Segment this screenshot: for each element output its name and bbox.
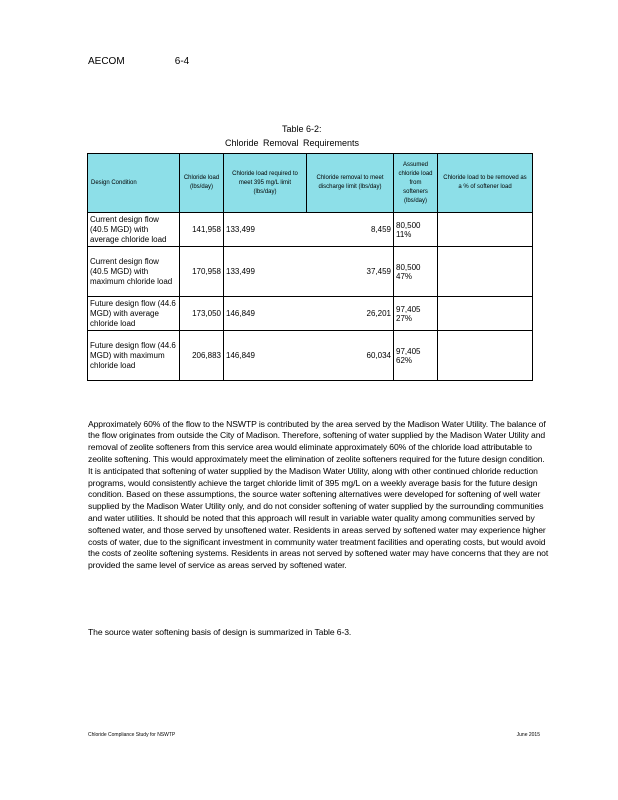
row-softener-pair [394, 247, 438, 297]
row-softener-pair [394, 331, 438, 381]
row-design-condition: Current design flow (40.5 MGD) with maximum chloride load [88, 247, 180, 297]
row-chloride-load: 170,958 [180, 247, 224, 297]
col-header-softener-load: Assumed chloride load from softeners (lbs/day) [394, 154, 438, 213]
row-percent-removed: 47% [396, 271, 413, 281]
body-paragraph-reference: The source water softening basis of design is summarized in Table 6-3. [88, 626, 352, 637]
row-softener-load: 80,500 [396, 262, 421, 272]
row-empty-cell [438, 213, 533, 247]
row-load-required: 146,849 [224, 331, 307, 381]
row-load-required: 146,849 [224, 297, 307, 331]
row-empty-cell [438, 247, 533, 297]
company-name: AECOM [88, 56, 125, 67]
row-chloride-removal: 8,459 [307, 213, 394, 247]
row-empty-cell [438, 297, 533, 331]
footer-date: June 2015 [516, 732, 540, 738]
table-row [88, 247, 533, 297]
table-title: Chloride Removal Requirements [225, 138, 360, 148]
col-header-load-required: Chloride load required to meet 395 mg/L limit (lbs/day) [224, 154, 307, 213]
row-load-required: 133,499 [224, 247, 307, 297]
col-header-percent-removed: Chloride load to be removed as a % of softener load [438, 154, 533, 213]
row-design-condition: Future design flow (44.6 MGD) with maximum chloride load [88, 331, 180, 381]
row-empty-cell [438, 331, 533, 381]
row-softener-pair [394, 297, 438, 331]
col-header-design-condition: Design Condition [88, 154, 180, 213]
table-row [88, 297, 533, 331]
row-softener-pair [394, 213, 438, 247]
row-softener-load: 97,405 [396, 304, 421, 314]
body-paragraph: Approximately 60% of the flow to the NSWTP is contributed by the area served by the Madison Water Utility. The balance of the flow originates from outside the City of Madison. Therefore, softening of water supplied by the Madison Water Utility and removal of zeolite softeners from this service area would eliminate approximately 60% of the chloride load attributable to zeolite softening. This would approximately meet the elimination of zeolite softeners required for the future design condition. It is anticipated that softening of water supplied by the Madison Water Utility, along with other continued chloride reduction programs, would consistently achieve the target chloride limit of 395 mg/L on a weekly average basis for the future design condition. Based on these assumptions, the source water softening alternatives were developed for softening of well water supplied by the Madison Water Utility only, and do not consider softening of water supplied by the surrounding communities and water utilities. It should be noted that this approach will result in variable water quality among communities served by softened water, and those served by unsoftened water. Residents in areas served by softened water may experience higher costs of water, due to the significant investment in community water treatment facilities and operating costs, but would avoid the costs of zeolite softening systems. Residents in areas not served by softened water may have concerns that they are not provided the same level of service as areas served by softened water. [88, 418, 549, 571]
row-percent-removed: 11% [396, 229, 412, 239]
row-design-condition: Current design flow (40.5 MGD) with average chloride load [88, 213, 180, 247]
row-design-condition: Future design flow (44.6 MGD) with average chloride load [88, 297, 180, 331]
row-softener-load: 97,405 [396, 346, 421, 356]
page-header [88, 56, 189, 67]
page-number: 6-4 [174, 56, 190, 67]
row-softener-load: 80,500 [396, 220, 421, 230]
table-row [88, 213, 533, 247]
row-percent-removed: 27% [396, 313, 413, 323]
row-chloride-load: 141,958 [180, 213, 224, 247]
chloride-removal-table [87, 153, 533, 381]
row-load-required: 133,499 [224, 213, 307, 247]
row-percent-removed: 62% [396, 355, 413, 365]
table-number: Table 6-2: [282, 124, 322, 134]
col-header-chloride-load: Chloride load (lbs/day) [180, 154, 224, 213]
row-chloride-removal: 60,034 [307, 331, 394, 381]
row-chloride-removal: 37,459 [307, 247, 394, 297]
row-chloride-load: 173,050 [180, 297, 224, 331]
page-footer [88, 732, 540, 738]
col-header-chloride-removal: Chloride removal to meet discharge limit (lbs/day) [307, 154, 394, 213]
table-row [88, 331, 533, 381]
table-header-row [88, 154, 533, 213]
footer-report-title: Chloride Compliance Study for NSWTP [88, 732, 176, 738]
row-chloride-load: 206,883 [180, 331, 224, 381]
row-chloride-removal: 26,201 [307, 297, 394, 331]
